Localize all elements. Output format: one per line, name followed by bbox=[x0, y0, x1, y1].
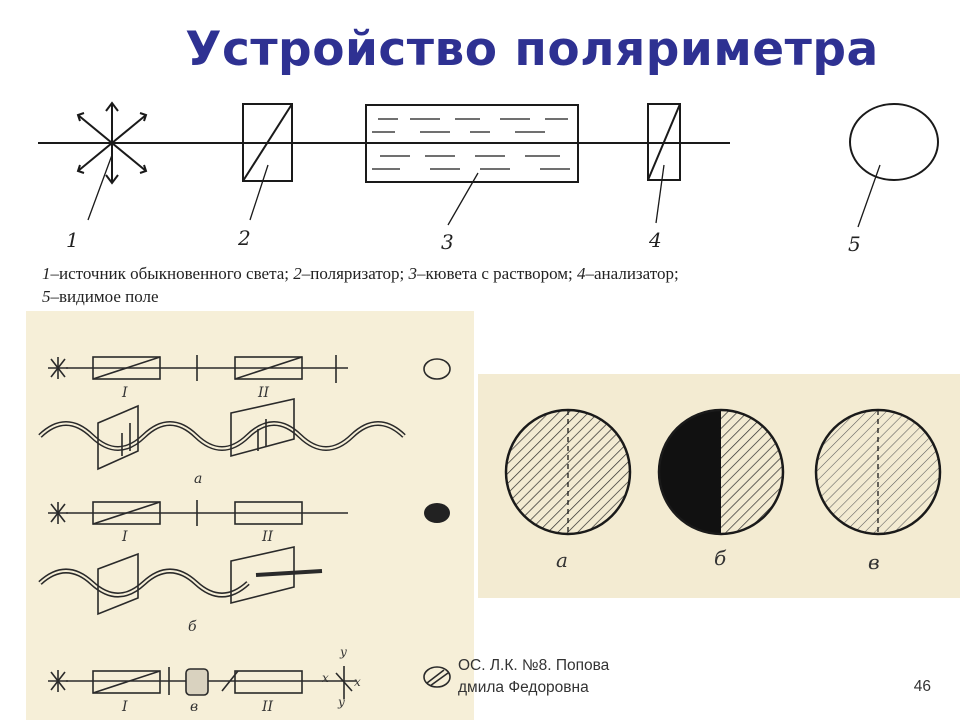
scheme-label-4: 4 bbox=[649, 228, 662, 252]
scheme-label-5: 5 bbox=[848, 232, 861, 256]
row3-label-v: в bbox=[190, 699, 199, 715]
page-number: 46 bbox=[913, 678, 931, 695]
row2-label-I: I bbox=[122, 529, 128, 545]
row2-label-II: II bbox=[262, 529, 274, 545]
scheme-label-2: 2 bbox=[238, 226, 251, 250]
scheme-label-1: 1 bbox=[66, 228, 79, 252]
star-icon bbox=[48, 357, 68, 379]
page-title: Устройство поляриметра bbox=[185, 22, 879, 77]
row1-label-I: I bbox=[122, 385, 128, 401]
field-label-b: б bbox=[714, 546, 727, 570]
field-label-a: а bbox=[556, 548, 568, 572]
light-source-icon bbox=[72, 103, 152, 183]
wave-label-b: б bbox=[188, 619, 197, 635]
field-of-view bbox=[850, 104, 938, 180]
row3-label-I: I bbox=[122, 699, 128, 715]
footer-author: ОС. Л.К. №8. Попова дмила Федоровна bbox=[458, 657, 610, 696]
polarimeter-scheme bbox=[0, 85, 960, 255]
dark-field-dot bbox=[424, 503, 450, 523]
axis-label-y-bottom: y bbox=[338, 695, 345, 709]
axis-label-x-left: x bbox=[322, 671, 329, 685]
scheme-label-3: 3 bbox=[441, 230, 454, 254]
polarization-diagram-panel bbox=[26, 311, 474, 720]
axis-label-y-top: y bbox=[340, 645, 347, 659]
row1-label-II: II bbox=[258, 385, 270, 401]
row3-label-II: II bbox=[262, 699, 274, 715]
field-of-view-panel bbox=[478, 374, 960, 598]
axis-label-x-right: x bbox=[354, 675, 361, 689]
wave-label-a: а bbox=[194, 471, 203, 487]
field-label-v: в bbox=[868, 550, 880, 574]
scheme-caption: 1–источник обыкновенного света; 2–поляризатор; 3–кювета с раствором; 4–анализатор; 5–видимое поле bbox=[42, 264, 679, 306]
